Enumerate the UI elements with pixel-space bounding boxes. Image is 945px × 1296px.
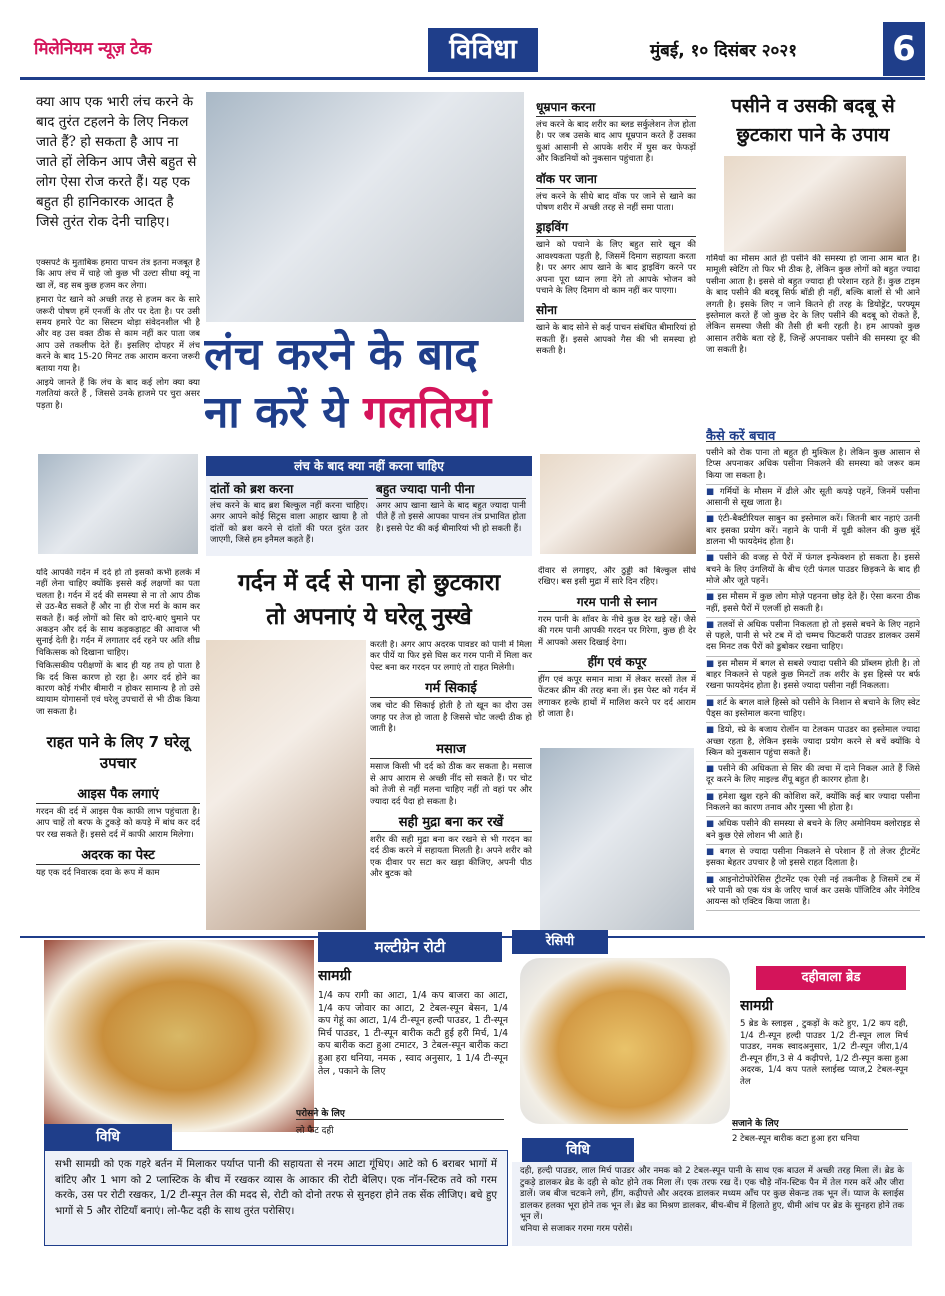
- sweat-tip: ■ एंटी-बैक्टीरियल साबुन का इस्तेमाल करें। जितनी बार नहाएं उतनी बार इसका प्रयोग करें। नहाने के पानी में यूडी कोलन की कुछ बूंदें डालना भी फायदेमंद होता है।: [706, 512, 920, 551]
- lunch-title-line2: ना करें ये: [204, 387, 364, 438]
- ginger-continued: करती है। अगर आप अदरक पावडर को पानी में मिला कर पीयें या फिर इसे घिस कर गरम पानी में मिला कर पेस्ट बना कर गरदन पर लगाएं तो राहत मिलेगी।: [370, 640, 532, 673]
- hot-bath-heading: गरम पानी से स्नान: [538, 593, 696, 612]
- bread-garnish-box: [732, 1116, 908, 1150]
- bread-method-tab: विधि: [522, 1138, 634, 1162]
- hing-camphor-text: हींग एवं कपूर समान मात्रा में लेकर सरसों तेल में फेंटकर क्रीम की तरह बना लें। इस पेस्ट को गर्दन में लगाकर हल्के हाथों में मालिश करने पर दर्द आराम हो जाता है।: [538, 675, 696, 720]
- bread-method-box: [512, 1162, 912, 1246]
- multigrain-ingredients: [318, 966, 508, 1108]
- posture-continued: दीवार से लगाइए, और ठुड्डी को बिल्कुल सीधे रखिए। बस इसी मुद्रा में सारे दिन रहिए।: [538, 566, 696, 588]
- roti-serve-box: [296, 1106, 504, 1144]
- page-header: [20, 22, 925, 80]
- sweat-tip: ■ इस मौसम में बगल से सबसे ज्यादा पसीने की प्रॉब्लम होती है। तो बाहर निकलने से पहले कुछ मिनटों तक शरीर के इस हिस्से पर बर्फ रखना फायदेमंद होता है। इससे ज्यादा पसीना नहीं निकलता।: [706, 657, 920, 696]
- sweat-tip: ■ पसीने की वजह से पैरों में फंगल इन्फेक्शन हो सकता है। इससे बचने के लिए उंगलियों के बीच एंटी फंगल पाउडर छिड़कने के बाद ही मोजे और जूते पहनें।: [706, 551, 920, 590]
- lunch-dont-box: [206, 456, 532, 556]
- warm-compress-heading: गर्म सिकाई: [370, 678, 532, 698]
- neck-col1-tips: [36, 780, 200, 884]
- lunch-dont-band: लंच के बाद क्या नहीं करना चाहिए: [206, 456, 532, 476]
- posture-text: शरीर की सही मुद्रा बना कर रखने से भी गरदन का दर्द ठीक करने में सहायता मिलती है। अपने शरीर को एक दीवार पर सटा कर खड़ा कीजिए, अपनी पीठ और बुटक को: [370, 835, 532, 880]
- bread-serve-text: धनिया से सजाकर गरमा गरम परोसें।: [520, 1223, 633, 1234]
- lunch-tips-col: [536, 94, 696, 444]
- lunch-title: [204, 326, 528, 452]
- sweat-tip: ■ इस मौसम में कुछ लोग मोज़े पहनना छोड़ देते हैं। ऐसा करना ठीक नहीं, इससे पैरों में एलर्जी हो सकती है।: [706, 590, 920, 618]
- relief-heading: राहत पाने के लिए 7 घरेलू उपचार: [46, 733, 190, 772]
- lunch-title-line1: लंच करने के बाद: [204, 329, 478, 380]
- sweat-tip: ■ डियो, स्प्रे के बजाय रोलॉन या टेलकम पाउडर का इस्तेमाल ज्यादा अच्छा रहता है, लेकिन इसके ज्यादा प्रयोग करने से बचें क्योंकि ये स्किन को नुकसान पहुंचा सकते हैं।: [706, 723, 920, 762]
- bread-ingredients-heading: सामग्री: [740, 998, 773, 1014]
- warm-compress-text: जब चोट की सिकाई होती है तो खून का दौरा उस जगह पर तेज हो जाता है जिससे चोट जल्दी ठीक हो जाती है।: [370, 701, 532, 735]
- massage-text: मसाज किसी भी दर्द को ठीक कर सकता है। मसाज से आप आराम से अच्छी नींद सो सकते हैं। पर चोट को तेजी से नहीं मलना चाहिए नहीं तो वहां पर और ज्यादा दर्द पैदा हो सकता है।: [370, 762, 532, 807]
- neck-title-line2: तो अपनाएं ये घरेलू नुस्खे: [266, 604, 472, 630]
- ginger-text: यह एक दर्द निवारक दवा के रूप में काम: [36, 868, 160, 879]
- sweat-tip: पसीने को रोक पाना तो बहुत ही मुश्किल है। लेकिन कुछ आसान से टिप्स अपनाकर अधिक पसीना निकलने की समस्या को जरूर कम किया जा सकता है।: [706, 446, 920, 485]
- sweat-intro-box: [706, 254, 920, 420]
- sweat-title: पसीने व उसकी बदबू से छुटकारा पाने के उपाय: [731, 95, 895, 146]
- lunch-lead-text: क्या आप एक भारी लंच करने के बाद तुरंत टहलने के लिए निकल जाते हैं? हो सकता है आप ना जाते हों लेकिन आप जैसे बहुत से लोग ऐसा रोज करते हैं। यह एक बहुत ही हानिकारक आदत है जिसे तुरंत रोक देनी चाहिए।: [36, 94, 197, 230]
- roti-serve-heading: परोसने के लिए: [296, 1106, 504, 1120]
- lunch-p2: हमारा पेट खाने को अच्छी तरह से हजम कर के सारे जरूरी पोषण हमें एनर्जी के तौर पर देता है। पर उसी समय हमारे पेट का सिस्टम थोड़ा संवेदनशील भी है और वह उस वक्त ठीक से काम नहीं कर पाता जब आप उसे तकलीफ देते हैं। इसलिए दोपहर में लंच करने के बाद 15-20 मिनट तक आराम करना जरूरी बताया गया है।: [36, 295, 200, 374]
- lunch-meeting-photo: [206, 92, 524, 322]
- posture-heading: सही मुद्रा बना कर रखें: [370, 812, 532, 832]
- walk-text: लंच करने के सीधे बाद वॉक पर जाने से खाने का पोषण शरीर में अच्छी तरह से नहीं समा पाता।: [536, 191, 696, 214]
- issue-date: मुंबई, १० दिसंबर २०२१: [650, 41, 798, 61]
- lunch-body-col1: [36, 258, 200, 448]
- neck-title-line1: गर्दन में दर्द से पाना हो छुटकारा: [237, 570, 501, 596]
- neck-pain-man-photo: [540, 748, 694, 930]
- roti-ingredients: 1/4 कप रागी का आटा, 1/4 कप बाजरा का आटा, 1/4 कप जोवार का आटा, 2 टेबल-स्पून बेसन, 1/4 कप गेहूं का आटा, 1/4 टी-स्पून हल्दी पाउडर, 1 टी-स्पून मिर्च पाउडर, 1 टी-स्पून बारीक कटी हुई हरी मिर्च, 1/4 कप बारीक कटा हुआ टमाटर, 3 टेबल-स्पून बारीक कटा हुआ हरा धनिया, नमक , स्वाद अनुसार, 1 1/4 टी-स्पून तेल , पकाने के लिए: [318, 990, 508, 1077]
- smoking-text: लंच करने के बाद शरीर का ब्लड सर्कुलेशन तेज होता है। पर जब उसके बाद आप धूम्रपान करते हैं उसका धुआं आसानी से आपके शरीर में घुस कर फेफड़ों और किडनियों को नुकसान पहुंचाता है।: [536, 120, 696, 165]
- sweat-tip: ■ पसीने की अधिकता से सिर की त्वचा में दाने निकल आते हैं जिसे दूर करने के लिए माइल्ड शैंपू बहुत ही कारगर होता है।: [706, 762, 920, 790]
- lunch-p1: एक्सपर्ट के मुताबिक हमारा पाचन तंत्र इतना मजबूत है कि आप लंच में चाहे जो कुछ भी उल्टा सीधा क्यूं ना खा लें, वह सब कुछ हजम कर लेगा।: [36, 258, 200, 291]
- sweat-tip: ■ तलवों से अधिक पसीना निकलता हो तो इससे बचने के लिए नहाने से पहले, पानी से भरे टब में दो चम्मच फिटकरी पाउडर डालकर उसमें दस मिनट तक पैरों को डुबोकर रखना चाहिए।: [706, 618, 920, 657]
- roti-method-tab: विधि: [44, 1124, 172, 1150]
- dahi-bread-photo: [520, 958, 730, 1124]
- roti-method-text: सभी सामग्री को एक गहरे बर्तन में मिलाकर पर्याप्त पानी की सहायता से नरम आटा गूंधिए। आटे को 6 बराबर भागों में बांटिए और 1 भाग को 2 प्लास्टिक के बीच में रखकर व्यास के आकार की रोटी बेलिए। एक नॉन-स्टिक तवे को गरम करके, उस पर रोटी रखकर, 1/2 टी-स्पून तेल की मदद से, रोटी को दोनो तरफ से सुनहरा होने तक सेंक लीजिए। बचे हुए भागों से 5 और रोटियाँ बनाएं। लो-फैट दही के साथ तुरंत परोसिए।: [55, 1159, 497, 1217]
- multigrain-roti-photo: [44, 940, 314, 1132]
- neck-title: [204, 566, 534, 634]
- water-text: अगर आप खाना खाने के बाद बहुत ज्यादा पानी पीते हैं तो इससे आपका पाचन तंत्र प्रभावित होता है। इससे पेट की कई बीमारियां भी हो सकती हैं।: [376, 501, 526, 534]
- sweat-intro: गर्मियों का मौसम आते ही पसीने की समस्या हो जाना आम बात है। मामूली स्वेटिंग तो फिर भी ठीक है, लेकिन कुछ लोगों को बहुत ज्यादा पसीना आता है। इससे वो बहुत ज्यादा ही परेशान रहते हैं। कुछ टाइम के बाद पसीने की बदबू सिर्फ बॉडी ही नहीं, बल्कि बालों से भी आने लगती है। इसके लिए न जाने कितने ही तरह के डियोड्रेंट, परफ्यूम इस्तेमाल करते हैं जो कुछ देर के लिए पसीने की बदबू को रोकते हैं, लेकिन समस्या जैसी की तैसी ही बनी रहती है। हम आपको कुछ आसान तरीके बता रहे हैं, जिन्हें अपनाकर पसीने की समस्या दूर की जा सकती है।: [706, 254, 920, 356]
- bread-ingredients: 5 ब्रेड के स्लाइस , टुकड़ों के कटे हुए, 1/2 कप दही, 1/4 टी-स्पून हल्दी पाउडर 1/2 टी-स्पून लाल मिर्च पाउडर, नमक स्वादअनुसार, 1/2 टी-स्पून जीरा,1/4 टी-स्पून हींग,3 से 4 कढ़ीपत्ते, 1/2 टी-स्पून कसा हुआ अदरक, 1/4 कप पतले स्लाईस्ड प्याज,2 टेबल-स्पून तेल: [740, 1019, 908, 1087]
- dahi-bread-ingredients: [740, 996, 908, 1114]
- neck-intro-text2: चिकित्सकीय परीक्षणों के बाद ही यह तय हो पाता है कि दर्द किस कारण हो रहा है। अगर दर्द होने का कारण कोई गंभीर बीमारी न होकर सामान्य है तो उसे व्यायाम योगासनों एवं घरेलू उपचारों से भी ठीक किया जा सकता है।: [36, 661, 200, 717]
- driving-text: खाने को पचाने के लिए बहुत सारे खून की आवश्यकता पड़ती है, जिसमें दिमाग सहायता करता है। पर अगर आप खाने के बाद ड्राइविंग करने पर अपना पूरा ध्यान लगा देंगे तो आपके भोजन को पचाने के लिए दिमाग वो काम नहीं कर पाएगा।: [536, 240, 696, 297]
- sweating-man-photo: [724, 156, 906, 252]
- friends-lunch-photo: [38, 454, 198, 554]
- sweat-tip: ■ हमेशा खुश रहने की कोशिश करें, क्योंकि कई बार ज्यादा पसीना निकलने का कारण तनाव और गुस्सा भी होता है।: [706, 790, 920, 818]
- publication-name: मिलेनियम न्यूज़ टेक: [34, 39, 152, 59]
- neck-col3: [538, 566, 696, 746]
- walk-heading: वॉक पर जाना: [536, 170, 696, 189]
- sweat-tip: ■ बगल से ज्यादा पसीना निकलने से परेशान हैं तो लेजर ट्रीटमेंट इसका बेहतर उपचार है जो इससे राहत दिलाता है।: [706, 845, 920, 873]
- eating-photo: [540, 454, 696, 554]
- recipe-tag: रेसिपी: [512, 930, 608, 954]
- lunch-title-highlight: गलतियां: [363, 387, 492, 438]
- hot-bath-text: गरम पानी के शॉवर के नीचे कुछ देर खड़े रहें। जैसे की गरम पानी आपकी गरदन पर गिरेगा, कुछ ही देर में आपको असर दिखाई देगा।: [538, 614, 696, 648]
- bread-garnish-text: 2 टेबल-स्पून बारीक कटा हुआ हरा धनिया: [732, 1134, 860, 1144]
- sweat-tips-list: [706, 446, 920, 932]
- sleeping-text: खाने के बाद सोने से कई पाचन संबंधित बीमारियां हो सकती हैं। इससे आपको गैस की भी समस्या हो सकती है।: [536, 323, 696, 357]
- neck-col2: [370, 640, 532, 930]
- dahi-bread-tab: दहीवाला ब्रेड: [756, 966, 906, 990]
- lunch-lead: [36, 92, 200, 260]
- sweat-how-heading: कैसे करें बचाव: [706, 426, 920, 442]
- page-number: 6: [883, 22, 925, 76]
- ice-pack-heading: आइस पैक लगाएं: [36, 784, 200, 804]
- roti-serve-text: लो फैट दही: [296, 1126, 334, 1136]
- section-title: विविधा: [428, 28, 538, 72]
- bread-method-text: दही, हल्दी पाउडर, लाल मिर्च पाउडर और नमक को 2 टेबल-स्पून पानी के साथ एक बाउल में अच्छी तरह मिला लें। ब्रेड के टुकड़े डालकर ब्रेड के दही से कोट होने तक मिला लें। एक तरफ रख दें। एक चौड़े नॉन-स्टिक पैन में तेल गरम करें और जीरा डालें। जब बीज चटकने लगे, हींग, कढ़ीपत्ते और अदरक डालकर मध्यम आँच पर कुछ सेकन्ड तक भून लें। प्याज के स्लाईस डालकर हलका भूरा होने तक भून लें। ब्रेड का मिश्रण डालकर, बीच-बीच में हिलाते हुए, धीमी आंच पर ब्रेड के सुनहरा होने तक भून लें।: [520, 1166, 904, 1223]
- brush-text: लंच करने के बाद ब्रश बिल्कुल नहीं करना चाहिए। अगर आपने कोई सिट्रस वाला आहार खाया है तो दांतों को ब्रश करने से दांतों की परत दुरंत उतर जाएगी, जिसे हम इनैमल कहते हैं।: [210, 501, 368, 546]
- sweat-tip: ■ अधिक पसीने की समस्या से बचने के लिए अमोनियम क्लोराइड से बने कुछ ऐसे लोशन भी आते हैं।: [706, 817, 920, 845]
- smoking-heading: धूम्रपान करना: [536, 98, 696, 117]
- hing-camphor-heading: हींग एवं कपूर: [538, 653, 696, 672]
- sweat-tip: ■ शर्ट के बगल वाले हिस्से को पसीने के निशान से बचाने के लिए स्वेट पैड्स का इस्तेमाल करना चाहिए।: [706, 696, 920, 724]
- neck-intro: [36, 568, 200, 728]
- sleeping-heading: सोना: [536, 301, 696, 320]
- ginger-heading: अदरक का पेस्ट: [36, 845, 200, 865]
- sweat-tip: ■ आइनोटोफोरेसिस ट्रीटमेंट एक ऐसी नई तकनीक है जिसमें टब में भरे पानी को एक यंत्र के जरिए चार्ज कर उसके पॉजिटिव और नेगेटिव आयन्स को एक्टिव किया जाता है।: [706, 873, 920, 912]
- driving-heading: ड्राइविंग: [536, 218, 696, 237]
- lunch-p3: आइये जानते हैं कि लंच के बाद कई लोग क्या क्या गलतियां करते हैं , जिससे उनके हाजमे पर चुरा असर पड़ता है।: [36, 378, 200, 411]
- neck-pain-woman-photo: [206, 640, 366, 930]
- sweat-tip: ■ गर्मियों के मौसम में ढीले और सूती कपड़े पहनें, जिनमें पसीना आसानी से सूख जाता है।: [706, 485, 920, 513]
- multigrain-roti-tab: मल्टीग्रेन रोटी: [318, 932, 502, 962]
- bread-garnish-heading: सजाने के लिए: [732, 1116, 908, 1130]
- massage-heading: मसाज: [370, 739, 532, 759]
- water-heading: बहुत ज्यादा पानी पीना: [376, 480, 526, 499]
- roti-ingredients-heading: सामग्री: [318, 968, 351, 984]
- brush-heading: दांतों को ब्रश करना: [210, 480, 368, 499]
- neck-intro-text: यदि आपकी गर्दन में दर्द हो तो इसको कभी हलके में नहीं लेना चाहिए क्योंकि इससे कई लक्षणों का पता चलता है। गर्दन में दर्द की समस्या से ना तो आप ठीक से उठ-बैठ सकते हैं और ना ही रोज मर्रा के काम कर सकते हैं। कई लोगों को सिर को दाएं-बाएं घुमाने पर अकड़न और दर्द के साथ कड़कड़ाहट की आवाज भी सुनाई देती है। गर्दन में लगातार दर्द रहने पर अति शीघ्र चिकित्सक को दिखाना चाहिए।: [36, 568, 200, 658]
- roti-method-box: [44, 1150, 508, 1246]
- ice-pack-text: गरदन की दर्द में आइस पैक काफी लाभ पहुंचाता है। आप चाहें तो बरफ के टुकड़े को कपड़े में बांध कर दर्द पर रख सकते हैं। इससे दर्द में काफी आराम मिलेगा।: [36, 807, 200, 840]
